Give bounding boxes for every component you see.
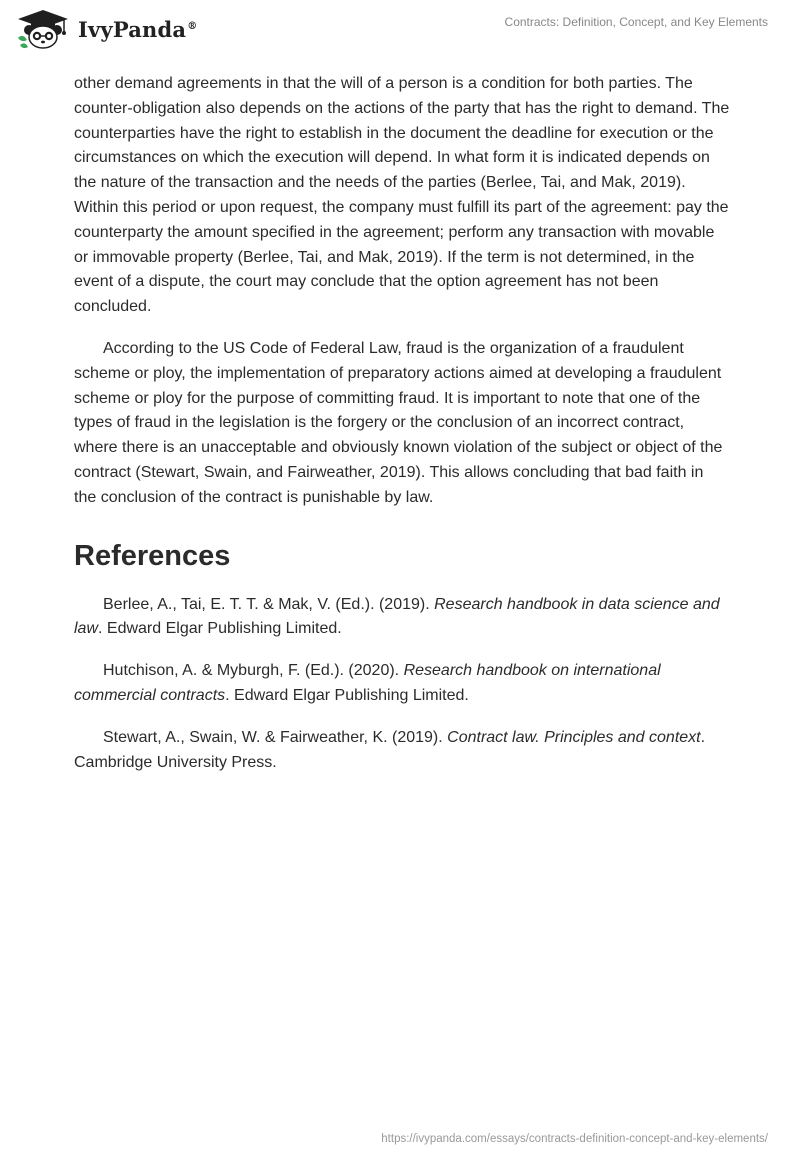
reference-item: Berlee, A., Tai, E. T. T. & Mak, V. (Ed.). (2019). Research handbook in data science and law. Edward Elgar Publishing Limited. <box>74 595 720 638</box>
body-paragraph: According to the US Code of Federal Law, fraud is the organization of a fraudulent scheme or ploy, the implementation of preparatory actions aimed at developing a fraudulent scheme or ploy for the purpose of committing fraud. It is important to note that one of the types of fraud in the legislation is the forgery or the conclusion of an incorrect contract, where there is an unacceptable and obviously known violation of the subject or object of the contract (Stewart, Swain, and Fairweather, 2019). This allows concluding that bad faith in the conclusion of the contract is punishable by law. <box>74 339 723 506</box>
ivypanda-logo[interactable] <box>14 8 197 50</box>
references-heading: References <box>74 539 231 572</box>
brand-name: IvyPanda® <box>78 16 198 42</box>
reference-item: Stewart, A., Swain, W. & Fairweather, K. (2019). Contract law. Principles and context. Cambridge University Press. <box>74 728 706 771</box>
page-header <box>0 0 800 60</box>
source-url-link[interactable]: https://ivypanda.com/essays/contracts-definition-concept-and-key-elements/ <box>381 1133 768 1145</box>
document-title: Contracts: Definition, Concept, and Key Elements <box>504 15 768 29</box>
reference-title: Research handbook in data science and law <box>74 595 720 638</box>
panda-graduate-icon <box>14 8 72 50</box>
reference-item: Hutchison, A. & Myburgh, F. (Ed.). (2020). Research handbook on international commercial contracts. Edward Elgar Publishing Limited. <box>74 662 661 704</box>
body-paragraph: other demand agreements in that the will of a person is a condition for both parties. The counter-obligation also depends on the actions of the party that has the right to demand. The counterparties have the right to establish in the document the deadline for execution or the circumstances on which the execution will depend. In what form it is indicated depends on the nature of the transaction and the needs of the parties (Berlee, Tai, and Mak, 2019). Within this period or upon request, the company must fulfill its part of the agreement: pay the counterparty the amount specified in the agreement; perform any transaction with movable or immovable property (Berlee, Tai, and Mak, 2019). If the term is not determined, in the event of a dispute, the court may conclude that the option agreement has not been concluded. <box>74 75 730 316</box>
essay-content <box>74 72 730 792</box>
registered-mark: ® <box>187 20 198 32</box>
reference-title: Research handbook on international commercial contracts <box>74 662 661 704</box>
reference-title: Contract law. Principles and context <box>447 728 701 746</box>
